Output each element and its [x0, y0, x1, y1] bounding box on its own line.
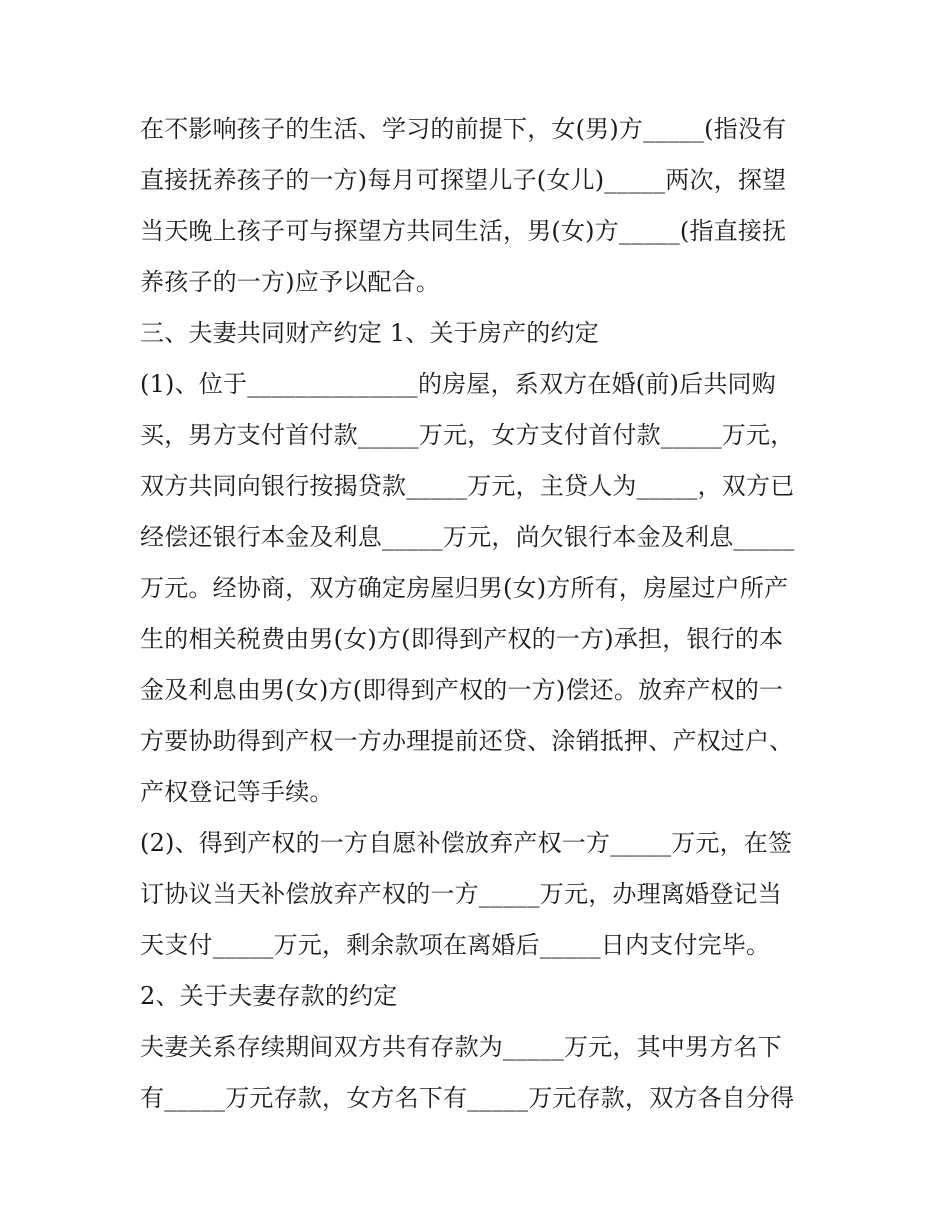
text-line: 经偿还银行本金及利息_____万元，尚欠银行本金及利息_____ [140, 523, 795, 551]
text-line: 夫妻关系存续期间双方共有存款为_____万元，其中男方名下 [140, 1033, 782, 1061]
section-heading: 2、关于夫妻存款的约定 [140, 982, 398, 1010]
text-line: 养孩子的一方)应予以配合。 [140, 268, 440, 296]
text-line: 双方共同向银行按揭贷款_____万元，主贷人为_____，双方已 [140, 472, 795, 500]
text-line: (2)、得到产权的一方自愿补偿放弃产权一方_____万元，在签 [140, 829, 793, 857]
text-line: 方要协助得到产权一方办理提前还贷、涂销抵押、产权过户、 [140, 727, 794, 755]
section-heading: 三、夫妻共同财产约定 1、关于房产的约定 [140, 319, 599, 347]
text-line: 买，男方支付首付款_____万元，女方支付首付款_____万元， [140, 421, 795, 449]
text-line: 生的相关税费由男(女)方(即得到产权的一方)承担，银行的本 [140, 625, 784, 653]
text-line: 当天晚上孩子可与探望方共同生活，男(女)方_____(指直接抚 [140, 217, 787, 245]
text-line: 产权登记等手续。 [140, 778, 334, 806]
text-line: 天支付_____万元，剩余款项在离婚后_____日内支付完毕。 [140, 931, 771, 959]
text-line: 金及利息由男(女)方(即得到产权的一方)偿还。放弃产权的一 [140, 676, 784, 704]
text-line: (1)、位于______________的房屋，系双方在婚(前)后共同购 [140, 370, 776, 398]
text-line: 有_____万元存款，女方名下有_____万元存款，双方各自分得 [140, 1084, 795, 1112]
text-line: 订协议当天补偿放弃产权的一方_____万元，办理离婚登记当 [140, 880, 782, 908]
document-body [140, 104, 810, 1124]
text-line: 直接抚养孩子的一方)每月可探望儿子(女儿)_____两次，探望 [140, 166, 787, 194]
text-line: 在不影响孩子的生活、学习的前提下，女(男)方_____(指没有 [140, 115, 787, 143]
text-line: 万元。经协商，双方确定房屋归男(女)方所有，房屋过户所产 [140, 574, 789, 602]
